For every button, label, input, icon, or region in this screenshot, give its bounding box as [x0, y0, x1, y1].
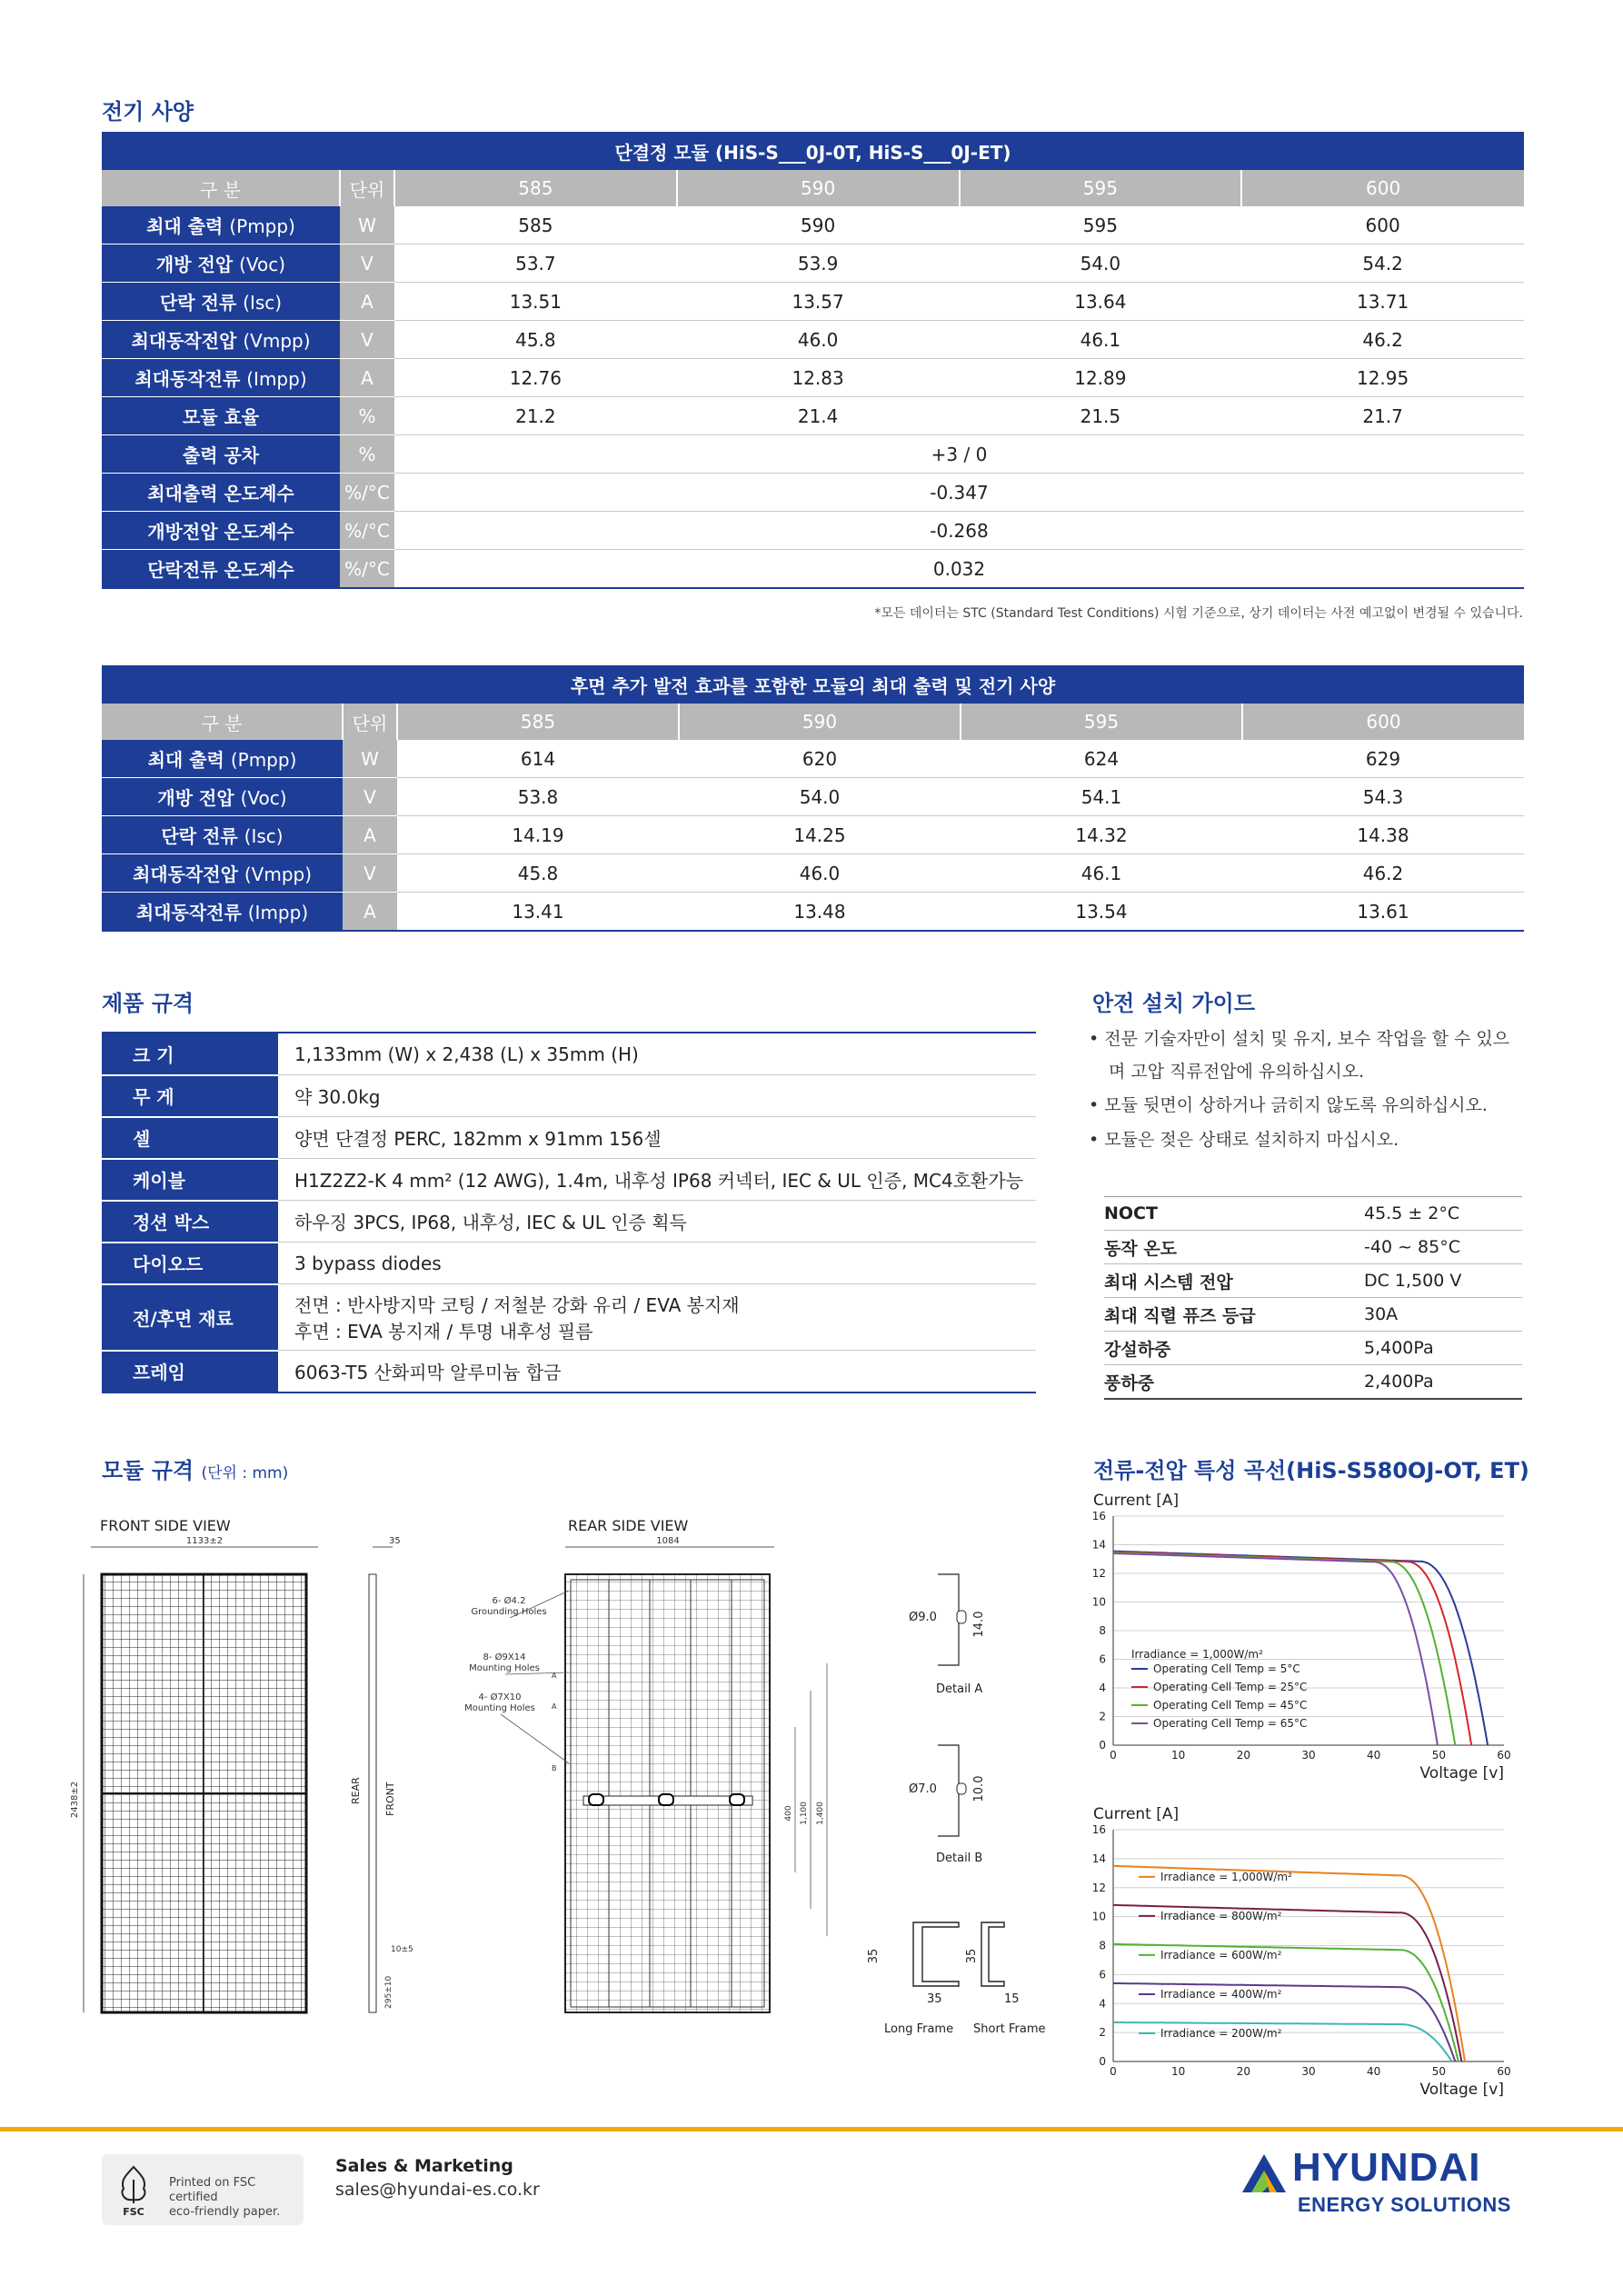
x-tick-label: 40 — [1367, 2065, 1381, 2078]
junction-box — [589, 1794, 603, 1805]
y-axis-label: Current [A] — [1093, 1492, 1180, 1510]
row-label-ko: 개방 전압 — [157, 787, 234, 809]
guide-item: • 모듈 뒷면이 상하거나 긁히지 않도록 유의하십시오. — [1089, 1095, 1488, 1115]
row-label-en: (Voc) — [239, 254, 286, 275]
legend-entry: Irradiance = 200W/m² — [1160, 2026, 1282, 2040]
y-tick-label: 2 — [1099, 1710, 1106, 1723]
spec-value: 46.2 — [1241, 321, 1524, 359]
legend-entry: Operating Cell Temp = 25°C — [1153, 1681, 1308, 1693]
model-590: 590 — [677, 170, 960, 206]
row-label-en: (Pmpp) — [230, 749, 297, 771]
spec-value: 12.89 — [960, 359, 1242, 397]
spec-value: 53.8 — [397, 778, 679, 816]
guide-title: 안전 설치 가이드 — [1092, 991, 1255, 1016]
model-590: 590 — [679, 704, 961, 740]
spec-value: 13.48 — [679, 893, 961, 932]
model-585: 585 — [394, 170, 677, 206]
col-unit: 단위 — [343, 704, 397, 740]
rear-side-label: REAR — [350, 1777, 362, 1804]
spec-value: 21.2 — [394, 397, 677, 435]
row-label-ko: 단락 전류 — [159, 292, 237, 314]
y-tick-label: 0 — [1099, 2055, 1106, 2068]
junction-box — [659, 1794, 673, 1805]
spec-value: 600 — [1241, 206, 1524, 245]
row-unit: V — [340, 321, 394, 359]
spec-value: 21.7 — [1241, 397, 1524, 435]
spec-value: 54.0 — [960, 245, 1242, 283]
spec-value: 13.57 — [677, 283, 960, 321]
row-unit: A — [343, 893, 397, 932]
dim-400: 400 — [784, 1805, 793, 1822]
electrical-table-header: 단결정 모듈 (HiS-S___0J-0T, HiS-S___0J-ET) — [102, 132, 1524, 170]
mount2-label: 4- Ø7X10 — [478, 1692, 522, 1702]
safety-row — [1104, 1365, 1522, 1400]
spec-value: 12.76 — [394, 359, 677, 397]
row-label-ko: 개방 전압 — [155, 254, 234, 275]
x-tick-label: 60 — [1497, 2065, 1511, 2078]
spec-row — [102, 816, 1524, 854]
detail-a-height: 14.0 — [972, 1611, 986, 1638]
col-unit: 단위 — [340, 170, 394, 206]
spec-value: 14.32 — [961, 816, 1242, 854]
fsc-tree-icon — [111, 2161, 156, 2218]
spec-row — [102, 283, 1524, 321]
row-unit: W — [340, 206, 394, 245]
row-unit: % — [340, 435, 394, 474]
x-tick-label: 60 — [1497, 1749, 1511, 1762]
safety-row — [1104, 1197, 1522, 1231]
spec-row — [102, 893, 1524, 932]
y-tick-label: 2 — [1099, 2026, 1106, 2040]
row-label: 개방전압 온도계수 — [102, 512, 340, 550]
row-label — [102, 893, 343, 932]
long-frame-height: 35 — [867, 1948, 881, 1964]
dim-1100: 1,100 — [800, 1802, 809, 1825]
width-dim: 1133±2 — [185, 1536, 224, 1546]
x-tick-label: 50 — [1431, 1749, 1446, 1762]
safety-key: 최대 직렬 퓨즈 등급 — [1104, 1298, 1364, 1332]
x-tick-label: 20 — [1236, 1749, 1250, 1762]
product-value-line: 양면 단결정 PERC, 182mm x 91mm 156셀 — [294, 1128, 662, 1150]
product-value — [278, 1351, 1036, 1393]
y-tick-label: 8 — [1099, 1624, 1106, 1637]
product-key: 무 게 — [102, 1075, 278, 1117]
spec-value: 53.9 — [677, 245, 960, 283]
safety-value: 45.5 ± 2°C — [1364, 1197, 1522, 1231]
spec-value: 620 — [679, 740, 961, 778]
detail-b-height: 10.0 — [972, 1775, 986, 1802]
row-unit: % — [340, 397, 394, 435]
spec-value: -0.268 — [394, 512, 1524, 550]
product-value-line: 전면 : 반사방지막 코팅 / 저철분 강화 유리 / EVA 봉지재 — [294, 1294, 740, 1316]
spec-row — [102, 512, 1524, 550]
legend-entry: Operating Cell Temp = 5°C — [1153, 1662, 1300, 1675]
junction-box — [730, 1794, 744, 1805]
product-value — [278, 1033, 1036, 1075]
row-label-en: (Impp) — [246, 368, 307, 390]
spec-row — [102, 778, 1524, 816]
guide-item: • 모듈은 젖은 상태로 설치하지 마십시오. — [1089, 1130, 1399, 1150]
y-tick-label: 12 — [1091, 1567, 1106, 1580]
x-tick-label: 10 — [1171, 1749, 1186, 1762]
spec-value: 585 — [394, 206, 677, 245]
module-drawing — [64, 1500, 1072, 2045]
y-tick-label: 6 — [1099, 1968, 1106, 1982]
row-label — [102, 778, 343, 816]
spec-value: 54.1 — [961, 778, 1242, 816]
model-595: 595 — [961, 704, 1242, 740]
spec-value: 13.71 — [1241, 283, 1524, 321]
product-value-line: 후면 : EVA 봉지재 / 투명 내후성 필름 — [294, 1321, 593, 1343]
spec-value: 0.032 — [394, 550, 1524, 589]
safety-key: NOCT — [1104, 1197, 1364, 1231]
dim-295: 295±10 — [384, 1975, 393, 2009]
mount1-label: 8- Ø9X14 — [483, 1652, 526, 1662]
col-label: 구 분 — [102, 704, 343, 740]
y-tick-label: 10 — [1091, 1910, 1106, 1923]
row-unit: %/°C — [340, 550, 394, 589]
product-value — [278, 1243, 1036, 1284]
spec-row — [102, 474, 1524, 512]
product-spec-table — [102, 1032, 1036, 1393]
product-row — [102, 1243, 1036, 1284]
y-tick-label: 0 — [1099, 1739, 1106, 1752]
product-title: 제품 규격 — [102, 991, 194, 1016]
safety-key: 동작 온도 — [1104, 1231, 1364, 1264]
y-tick-label: 4 — [1099, 1682, 1106, 1694]
short-frame-height: 35 — [965, 1948, 979, 1964]
spec-value: 590 — [677, 206, 960, 245]
detail-a-label: Detail A — [936, 1682, 983, 1696]
detail-b-label: Detail B — [936, 1852, 983, 1865]
mark-b: B — [552, 1764, 557, 1772]
product-key: 케이블 — [102, 1159, 278, 1201]
mount2-label-2: Mounting Holes — [464, 1703, 535, 1713]
row-label — [102, 816, 343, 854]
spec-value: 13.54 — [961, 893, 1242, 932]
long-frame-profile — [913, 1922, 959, 1986]
x-axis-label: Voltage [v] — [1419, 1764, 1504, 1782]
row-label-en: (Vmpp) — [243, 330, 311, 352]
fsc-text-2: eco-friendly paper. — [169, 2205, 281, 2219]
drawing-title-text: 모듈 규격 — [102, 1458, 194, 1483]
safety-row — [1104, 1332, 1522, 1365]
spec-row — [102, 435, 1524, 474]
spec-row — [102, 321, 1524, 359]
short-frame-label: Short Frame — [973, 2022, 1046, 2036]
safety-value: DC 1,500 V — [1364, 1264, 1522, 1298]
product-value-line: 약 30.0kg — [294, 1086, 381, 1108]
product-value-line: 하우징 3PCS, IP68, 내후성, IEC & UL 인증 획득 — [294, 1212, 687, 1233]
y-tick-label: 10 — [1091, 1595, 1106, 1609]
product-value-line: 6063-T5 산화피막 알루미늄 합금 — [294, 1362, 562, 1383]
spec-value: 21.5 — [960, 397, 1242, 435]
row-unit: W — [343, 740, 397, 778]
product-row — [102, 1159, 1036, 1201]
row-label — [102, 740, 343, 778]
row-unit: %/°C — [340, 474, 394, 512]
spec-value: 12.83 — [677, 359, 960, 397]
spec-row — [102, 206, 1524, 245]
product-value — [278, 1284, 1036, 1351]
product-value-line: 3 bypass diodes — [294, 1252, 442, 1274]
row-label-ko: 최대동작전압 — [132, 863, 238, 885]
fsc-badge — [102, 2154, 304, 2225]
depth-dim: 35 — [389, 1536, 401, 1546]
row-unit: V — [340, 245, 394, 283]
front-view-label: FRONT SIDE VIEW — [100, 1517, 231, 1534]
detail-a-drawing — [938, 1574, 959, 1665]
side-profile — [369, 1574, 376, 2012]
iv-series-line — [1113, 1944, 1459, 2061]
spec-value: 46.0 — [679, 854, 961, 893]
x-tick-label: 0 — [1110, 2065, 1117, 2078]
front-side-label: FRONT — [384, 1782, 396, 1816]
row-label-en: (Isc) — [244, 825, 284, 847]
spec-value: 629 — [1242, 740, 1524, 778]
y-tick-label: 14 — [1091, 1538, 1106, 1552]
row-unit: V — [343, 854, 397, 893]
brand-sub: ENERGY SOLUTIONS — [1298, 2193, 1511, 2216]
row-label: 출력 공차 — [102, 435, 340, 474]
row-unit: A — [343, 816, 397, 854]
product-row — [102, 1201, 1036, 1243]
stc-note: *모든 데이터는 STC (Standard Test Conditions) 시험 기준으로, 상기 데이터는 사전 예고없이 변경될 수 있습니다. — [874, 606, 1523, 621]
legend-title: Irradiance = 1,000W/m² — [1131, 1648, 1263, 1661]
y-tick-label: 16 — [1091, 1510, 1106, 1522]
x-tick-label: 30 — [1301, 1749, 1316, 1762]
spec-row — [102, 359, 1524, 397]
row-label — [102, 245, 340, 283]
fsc-text-1: Printed on FSC certified — [169, 2176, 256, 2204]
model-600: 600 — [1242, 704, 1524, 740]
spec-value: +3 / 0 — [394, 435, 1524, 474]
grounding-label: 6- Ø4.2 — [492, 1596, 526, 1606]
x-axis-label: Voltage [v] — [1419, 2081, 1504, 2099]
row-label-en: (Voc) — [240, 787, 287, 809]
mark-a: A — [552, 1702, 557, 1711]
spec-value: 54.2 — [1241, 245, 1524, 283]
fsc-text — [169, 2176, 304, 2220]
spec-value: 12.95 — [1241, 359, 1524, 397]
row-label — [102, 359, 340, 397]
hyundai-logo-icon — [1242, 2152, 1288, 2192]
legend-entry: Operating Cell Temp = 45°C — [1153, 1699, 1308, 1712]
spec-row — [102, 854, 1524, 893]
spec-value: 595 — [960, 206, 1242, 245]
model-595: 595 — [960, 170, 1242, 206]
short-frame-profile — [981, 1922, 1004, 1986]
safety-value: -40 ~ 85°C — [1364, 1231, 1522, 1264]
spec-row — [102, 245, 1524, 283]
spec-row — [102, 397, 1524, 435]
legend-entry: Irradiance = 1,000W/m² — [1160, 1870, 1292, 1883]
product-row — [102, 1075, 1036, 1117]
detail-a-diameter: Ø9.0 — [909, 1611, 937, 1624]
safety-spec-table — [1104, 1196, 1522, 1400]
spec-value: 13.64 — [960, 283, 1242, 321]
product-key: 크 기 — [102, 1033, 278, 1075]
product-key: 프레임 — [102, 1351, 278, 1393]
safety-value: 30A — [1364, 1298, 1522, 1332]
row-label-ko: 모듈 효율 — [182, 406, 260, 428]
spec-value: 624 — [961, 740, 1242, 778]
spec-value: 53.7 — [394, 245, 677, 283]
grounding-label-2: Grounding Holes — [471, 1607, 547, 1617]
electrical-title: 전기 사양 — [102, 99, 194, 125]
y-tick-label: 8 — [1099, 1939, 1106, 1952]
x-tick-label: 0 — [1110, 1749, 1117, 1762]
row-label — [102, 854, 343, 893]
spec-value: 45.8 — [394, 321, 677, 359]
row-label-en: (Pmpp) — [229, 215, 295, 237]
dim-1400: 1,400 — [816, 1802, 825, 1825]
safety-key: 강설하중 — [1104, 1332, 1364, 1365]
fsc-logo-text: FSC — [123, 2206, 144, 2218]
safety-row — [1104, 1264, 1522, 1298]
drawing-title — [102, 1452, 288, 1484]
long-frame-label: Long Frame — [884, 2022, 954, 2036]
product-row — [102, 1117, 1036, 1159]
row-label-en: (Impp) — [247, 902, 309, 923]
row-label-en: (Isc) — [243, 292, 283, 314]
safety-row — [1104, 1231, 1522, 1264]
x-tick-label: 40 — [1367, 1749, 1381, 1762]
row-unit: V — [343, 778, 397, 816]
product-value — [278, 1075, 1036, 1117]
spec-value: 13.51 — [394, 283, 677, 321]
mount1-label-2: Mounting Holes — [469, 1663, 540, 1673]
spec-value: 46.1 — [961, 854, 1242, 893]
safety-value: 5,400Pa — [1364, 1332, 1522, 1365]
y-tick-label: 12 — [1091, 1881, 1106, 1894]
product-key: 셀 — [102, 1117, 278, 1159]
spec-row — [102, 550, 1524, 589]
row-unit: A — [340, 359, 394, 397]
spec-value: 54.3 — [1242, 778, 1524, 816]
detail-b-diameter: Ø7.0 — [909, 1782, 937, 1796]
row-unit: %/°C — [340, 512, 394, 550]
footer-divider — [0, 2127, 1623, 2131]
spec-value: 46.2 — [1242, 854, 1524, 893]
product-key: 전/후면 재료 — [102, 1284, 278, 1351]
product-key: 다이오드 — [102, 1243, 278, 1284]
spec-value: 14.25 — [679, 816, 961, 854]
row-label-ko: 최대 출력 — [147, 749, 224, 771]
x-tick-label: 20 — [1236, 2065, 1250, 2078]
spec-value: 13.41 — [397, 893, 679, 932]
product-key: 정션 박스 — [102, 1201, 278, 1243]
row-unit: A — [340, 283, 394, 321]
iv-title: 전류-전압 특성 곡선(HiS-S580OJ-OT, ET) — [1093, 1458, 1529, 1483]
row-label-ko: 최대 출력 — [146, 215, 224, 237]
y-tick-label: 6 — [1099, 1652, 1106, 1666]
rear-width-dim: 1084 — [656, 1536, 680, 1546]
spec-value: 13.61 — [1242, 893, 1524, 932]
dim-10: 10±5 — [391, 1945, 413, 1954]
safety-key: 최대 시스템 전압 — [1104, 1264, 1364, 1298]
drawing-unit-note: (단위 : mm) — [201, 1464, 289, 1482]
product-row — [102, 1351, 1036, 1393]
bifacial-table-header: 후면 추가 발전 효과를 포함한 모듈의 최대 출력 및 전기 사양 — [102, 665, 1524, 704]
short-frame-width: 15 — [1004, 1992, 1020, 2006]
x-tick-label: 30 — [1301, 2065, 1316, 2078]
sales-title: Sales & Marketing — [335, 2156, 513, 2176]
spec-value: 45.8 — [397, 854, 679, 893]
bifacial-spec-table — [102, 665, 1524, 932]
row-label — [102, 283, 340, 321]
rear-view-label: REAR SIDE VIEW — [568, 1517, 689, 1534]
row-label — [102, 206, 340, 245]
x-tick-label: 50 — [1431, 2065, 1446, 2078]
model-600: 600 — [1241, 170, 1524, 206]
sales-email[interactable]: sales@hyundai-es.co.kr — [335, 2180, 540, 2200]
electrical-spec-table — [102, 132, 1524, 589]
spec-value: 614 — [397, 740, 679, 778]
brand-name: HYUNDAI — [1292, 2145, 1481, 2190]
spec-value: 54.0 — [679, 778, 961, 816]
row-label-en: (Vmpp) — [244, 863, 313, 885]
spec-row — [102, 740, 1524, 778]
spec-value: 46.0 — [677, 321, 960, 359]
product-row — [102, 1033, 1036, 1075]
row-label-ko: 최대동작전압 — [131, 330, 237, 352]
iv-chart-temperature — [1086, 1491, 1540, 1800]
product-value — [278, 1159, 1036, 1201]
y-axis-label: Current [A] — [1093, 1805, 1180, 1823]
row-label: 단락전류 온도계수 — [102, 550, 340, 589]
model-585: 585 — [397, 704, 679, 740]
long-frame-width: 35 — [927, 1992, 942, 2006]
spec-value: 14.38 — [1242, 816, 1524, 854]
height-dim: 2438±2 — [70, 1781, 80, 1819]
legend-entry: Irradiance = 800W/m² — [1160, 1909, 1282, 1922]
y-tick-label: 16 — [1091, 1823, 1106, 1836]
y-tick-label: 4 — [1099, 1997, 1106, 2011]
row-label-ko: 단락 전류 — [161, 825, 238, 847]
product-value-line: 1,133mm (W) x 2,438 (L) x 35mm (H) — [294, 1043, 639, 1065]
row-label: 최대출력 온도계수 — [102, 474, 340, 512]
row-label — [102, 397, 340, 435]
safety-key: 풍하중 — [1104, 1365, 1364, 1400]
safety-value: 2,400Pa — [1364, 1365, 1522, 1400]
product-value-line: H1Z2Z2-K 4 mm² (12 AWG), 1.4m, 내후성 IP68 커넥터, IEC & UL 인증, MC4호환가능 — [294, 1170, 1024, 1192]
product-value — [278, 1117, 1036, 1159]
y-tick-label: 14 — [1091, 1852, 1106, 1865]
product-value — [278, 1201, 1036, 1243]
legend-entry: Irradiance = 400W/m² — [1160, 1987, 1282, 2001]
mark-a: A — [552, 1672, 557, 1680]
guide-item: • 전문 기술자만이 설치 및 유지, 보수 작업을 할 수 있으며 고압 직류전압에 유의하십시오. — [1089, 1029, 1510, 1082]
iv-chart-irradiance — [1086, 1804, 1540, 2118]
row-label — [102, 321, 340, 359]
legend-entry: Irradiance = 600W/m² — [1160, 1948, 1282, 1962]
row-label-ko: 최대동작전류 — [135, 902, 242, 923]
spec-value: 21.4 — [677, 397, 960, 435]
row-label-ko: 최대동작전류 — [134, 368, 241, 390]
legend-entry: Operating Cell Temp = 65°C — [1153, 1717, 1308, 1730]
x-tick-label: 10 — [1171, 2065, 1186, 2078]
col-label: 구 분 — [102, 170, 340, 206]
spec-value: -0.347 — [394, 474, 1524, 512]
spec-value: 14.19 — [397, 816, 679, 854]
product-row — [102, 1284, 1036, 1351]
guide-list — [1089, 1023, 1525, 1157]
spec-value: 46.1 — [960, 321, 1242, 359]
detail-b-drawing — [938, 1745, 959, 1836]
safety-row — [1104, 1298, 1522, 1332]
